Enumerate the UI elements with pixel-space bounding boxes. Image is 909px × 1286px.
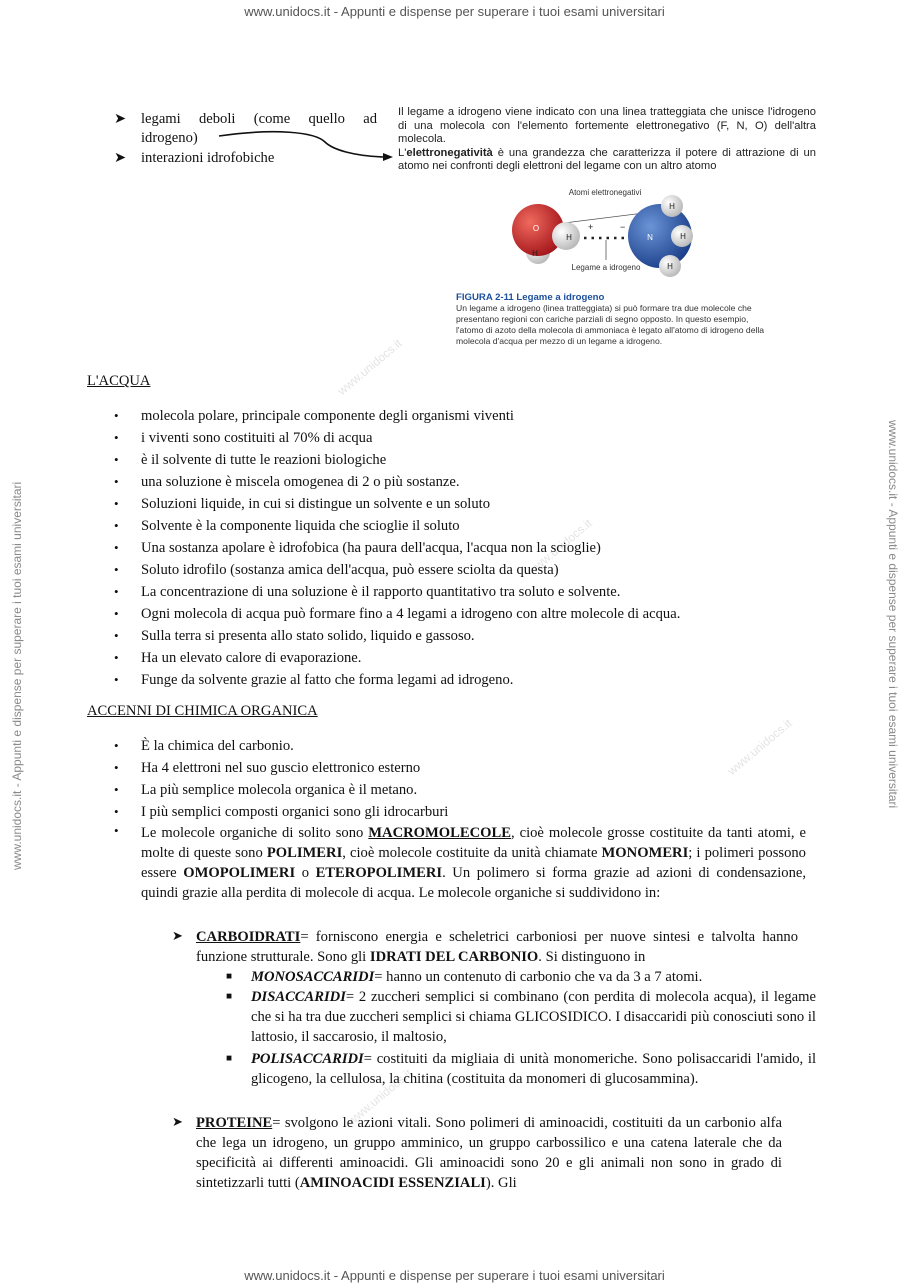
arrow-bullet-icon: ➤: [172, 928, 183, 943]
disaccaridi-paragraph: DISACCARIDI= 2 zuccheri semplici si combinano (con perdita di molecola acqua), il legame che si ha tra due zuccheri semplici si chiama GLICOSIDICO. I disaccaridi più conosciuti sono il lattosio, il saccarosio, il maltosio,: [251, 989, 816, 1045]
list-item: • Ha un elevato calore di evaporazione.: [141, 647, 821, 669]
monosaccaridi-paragraph: MONOSACCARIDI= hanno un contenuto di carbonio che va da 3 a 7 atomi.: [251, 969, 703, 985]
svg-text:−: −: [620, 222, 626, 232]
list-item: • Ogni molecola di acqua può formare fino a 4 legami a idrogeno con altre molecole di acqua.: [141, 603, 821, 625]
section-title-acqua: L'ACQUA: [87, 373, 151, 389]
square-bullet-icon: ■: [226, 991, 233, 1002]
figure-label-bottom: Legame a idrogeno: [571, 263, 641, 272]
chimica-list: [141, 735, 821, 823]
list-item: • molecola polare, principale componente degli organismi viventi: [141, 405, 821, 427]
list-item: • una soluzione è miscela omogenea di 2 o più sostanze.: [141, 471, 821, 493]
list-item: • Una sostanza apolare è idrofobica (ha paura dell'acqua, l'acqua non la scioglie): [141, 537, 821, 559]
proteine-paragraph: PROTEINE= svolgono le azioni vitali. Sono polimeri di aminoacidi, costituiti da un carbonio alfa che lega un idrogeno, un gruppo amminico, un gruppo carbossilico e una catena laterale che da specificità ai differenti aminoacidi. Gli aminoacidi sono 20 e gli animali non sono in grado di sintetizzarli tutti (AMINOACIDI ESSENZIALI). Gli: [196, 1115, 782, 1191]
svg-text:H: H: [680, 232, 686, 241]
list-item: • i viventi sono costituiti al 70% di acqua: [141, 427, 821, 449]
watermark-faint-4: www.unidocs.it: [344, 1066, 415, 1128]
svg-text:H: H: [669, 202, 675, 211]
side-note-p1: Il legame a idrogeno viene indicato con una linea tratteggiata che unisce l'idrogeno di una molecola con l'elemento fortemente elettronegativo (F, N, O) dell'altra molecola.: [398, 106, 816, 145]
figure-caption-text: Un legame a idrogeno (linea tratteggiata) si può formare tra due molecole che presentano regioni con cariche parziali di segno opposto. In questo esempio, l'atomo di azoto della molecola di ammoniaca è legato all'atomo di idrogeno della molecola d'acqua per mezzo di un legame a idrogeno.: [456, 303, 765, 346]
watermark-top: www.unidocs.it - Appunti e dispense per superare i tuoi esami universitari: [244, 4, 665, 19]
arrow-bullet-icon: ➤: [114, 150, 127, 166]
polisaccaridi-paragraph: POLISACCARIDI= costituiti da migliaia di unità monomeriche. Sono polisaccaridi l'amido, il glicogeno, la cellulosa, la chitina (costituita da monomeri di glucosammina).: [251, 1051, 816, 1087]
watermark-faint-1: www.unidocs.it: [334, 336, 405, 398]
watermark-faint-2: www.unidocs.it: [524, 516, 595, 578]
svg-text:N: N: [647, 233, 653, 242]
svg-text:O: O: [532, 224, 540, 233]
side-note: [398, 106, 816, 174]
watermark-faint-3: www.unidocs.it: [724, 716, 795, 778]
list-item: • È la chimica del carbonio.: [141, 735, 821, 757]
figure-caption-head: FIGURA 2-11 Legame a idrogeno: [456, 292, 605, 303]
list-item: • è il solvente di tutte le reazioni biologiche: [141, 449, 821, 471]
svg-text:H: H: [532, 249, 538, 258]
bullet-dot-icon: •: [114, 823, 119, 838]
svg-text:+: +: [588, 222, 594, 232]
arrow-bullet-icon: ➤: [172, 1114, 183, 1129]
figure-caption: [456, 292, 776, 347]
svg-text:H: H: [667, 262, 673, 271]
list-item: • Ha 4 elettroni nel suo guscio elettronico esterno: [141, 757, 821, 779]
side-note-p2: L'elettronegatività è una grandezza che caratterizza il potere di attrazione di un atomo nei confronti degli elettroni del legame con un altro atomo: [398, 146, 816, 172]
section-title-chimica: ACCENNI DI CHIMICA ORGANICA: [87, 703, 318, 719]
square-bullet-icon: ■: [226, 1053, 233, 1064]
list-item: • I più semplici composti organici sono gli idrocarburi: [141, 801, 821, 823]
macromolecole-paragraph: Le molecole organiche di solito sono MACROMOLECOLE, cioè molecole grosse costituite da tanti atomi, e molte di queste sono POLIMERI, cioè molecole costituite da unità chiamate MONOMERI; i polimeri possono essere OMOPOLIMERI o ETEROPOLIMERI. Un polimero si forma grazie ad azioni di condensazione, quindi grazie alla perdita di molecole di acqua. Le molecole organiche si suddividono in:: [141, 825, 806, 901]
list-item: • La più semplice molecola organica è il metano.: [141, 779, 821, 801]
list-item: • Sulla terra si presenta allo stato solido, liquido e gassoso.: [141, 625, 821, 647]
list-item: • Soluzioni liquide, in cui si distingue un solvente e un soluto: [141, 493, 821, 515]
watermark-left: www.unidocs.it - Appunti e dispense per superare i tuoi esami universitari: [10, 481, 24, 870]
acqua-list: [141, 405, 821, 691]
list-item: • Funge da solvente grazie al fatto che forma legami ad idrogeno.: [141, 669, 821, 691]
list-item: • La concentrazione di una soluzione è il rapporto quantitativo tra soluto e solvente.: [141, 581, 821, 603]
intro-item-1: ➤ legami deboli (come quello ad idrogeno): [114, 111, 377, 146]
arrow-bullet-icon: ➤: [114, 111, 127, 127]
watermark-right: www.unidocs.it - Appunti e dispense per superare i tuoi esami universitari: [886, 420, 900, 809]
figure-label-top: Atomi elettronegativi: [568, 188, 642, 197]
square-bullet-icon: ■: [226, 971, 233, 982]
carboidrati-paragraph: CARBOIDRATI= forniscono energia e scheletrici carboniosi per nuove sintesi e talvolta hanno funzione strutturale. Sono gli IDRATI DEL CARBONIO. Si distinguono in: [196, 929, 798, 965]
watermark-bottom: www.unidocs.it - Appunti e dispense per superare i tuoi esami universitari: [244, 1268, 665, 1283]
intro-item-2: ➤ interazioni idrofobiche: [114, 150, 275, 166]
hydrogen-bond-figure: [500, 188, 730, 292]
list-item: • Soluto idrofilo (sostanza amica dell'acqua, può essere sciolta da questa): [141, 559, 821, 581]
pointer-arrow-icon: [215, 128, 395, 168]
svg-text:H: H: [566, 233, 572, 242]
list-item: • Solvente è la componente liquida che scioglie il soluto: [141, 515, 821, 537]
